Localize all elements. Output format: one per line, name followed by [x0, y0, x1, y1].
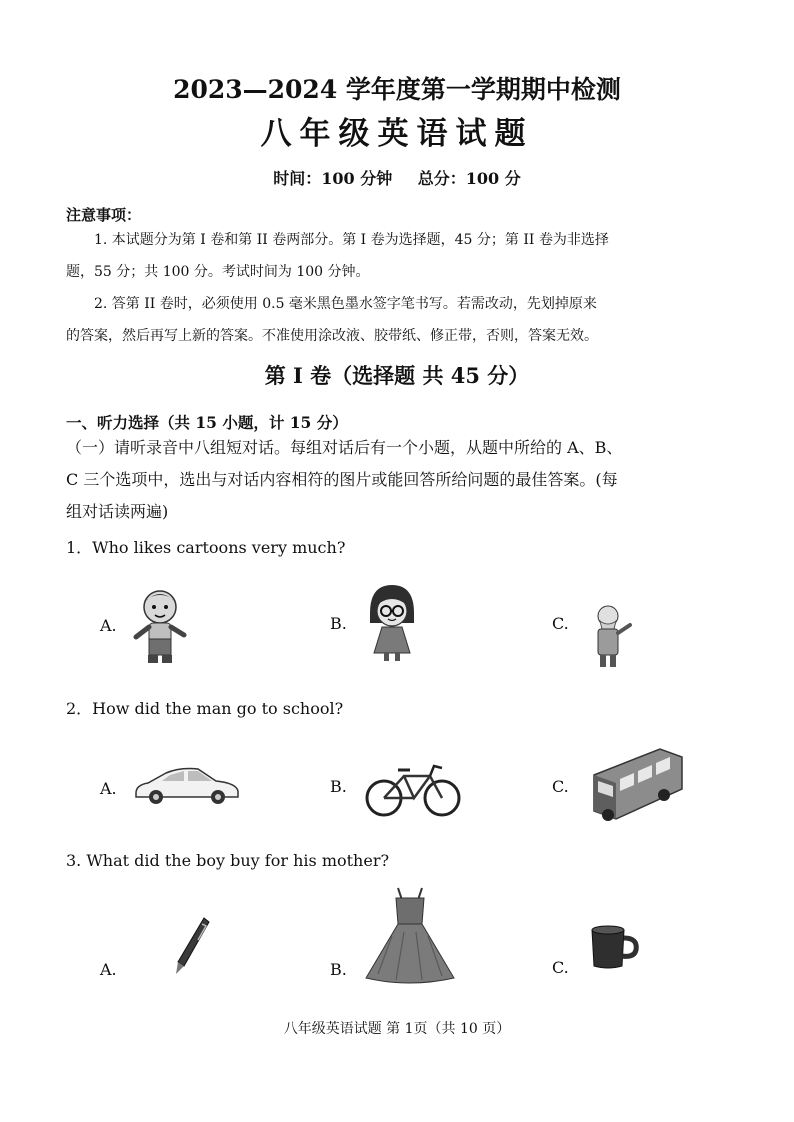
time-label: 时间：100 分钟 — [273, 169, 393, 188]
notice-item-2-line1: 2. 答第 II 卷时，必须使用 0.5 毫米黑色墨水签字笔书写。若需改动，先划掉原来 — [94, 296, 597, 312]
q2-option-a-label[interactable]: A. — [100, 779, 117, 798]
old-man-icon — [588, 603, 640, 669]
exam-time-score — [0, 166, 794, 189]
bus-icon — [586, 745, 686, 827]
q3-option-c-label[interactable]: C. — [552, 958, 569, 977]
pen-icon — [172, 914, 212, 976]
boy-icon — [130, 585, 190, 667]
car-icon — [132, 765, 242, 807]
instructions-line3: 组对话读两遍) — [66, 502, 169, 521]
q1-option-a-label[interactable]: A. — [100, 616, 117, 635]
dress-icon — [362, 886, 458, 986]
q3-option-a-label[interactable]: A. — [100, 960, 117, 979]
instructions-line2: C 三个选项中，选出与对话内容相符的图片或能回答所给问题的最佳答案。(每 — [66, 470, 618, 489]
q1-option-c-label[interactable]: C. — [552, 614, 569, 633]
notice-item-2 — [66, 288, 706, 352]
exam-title-line1: 2023—2024 学年度第一学期期中检测 — [173, 75, 621, 104]
question-2: 2．How did the man go to school? — [66, 699, 344, 718]
part-title: 一、听力选择（共 15 小题，计 15 分） — [66, 413, 348, 432]
page-footer: 八年级英语试题 第 1页（共 10 页） — [283, 1021, 511, 1037]
girl-with-glasses-icon — [362, 583, 422, 665]
notice-heading: 注意事项： — [66, 206, 142, 224]
question-3: 3. What did the boy buy for his mother? — [66, 851, 390, 870]
bicycle-icon — [364, 762, 462, 818]
notice-item-1-line1: 1. 本试题分为第 I 卷和第 II 卷两部分。第 I 卷为选择题，45 分；第 II 卷为非选择 — [94, 232, 609, 248]
notice-item-2-line2: 的答案，然后再写上新的答案。不准使用涂改液、胶带纸、修正带，否则，答案无效。 — [66, 328, 598, 344]
section-title: 第 I 卷（选择题 共 45 分） — [264, 363, 530, 388]
notice-item-1-line2: 题，55 分；共 100 分。考试时间为 100 分钟。 — [66, 264, 370, 280]
q2-option-c-label[interactable]: C. — [552, 777, 569, 796]
listening-instructions — [66, 432, 716, 528]
q1-option-b-label[interactable]: B. — [330, 614, 347, 633]
question-1: 1．Who likes cartoons very much? — [66, 538, 346, 557]
q2-option-b-label[interactable]: B. — [330, 777, 347, 796]
cup-icon — [586, 924, 640, 972]
exam-title-line2: 八年级英语试题 — [260, 116, 534, 152]
q3-option-b-label[interactable]: B. — [330, 960, 347, 979]
score-label: 总分：100 分 — [417, 169, 521, 188]
instructions-line1: （一）请听录音中八组短对话。每组对话后有一个小题，从题中所给的 A、B、 — [66, 438, 623, 457]
notice-item-1 — [66, 224, 706, 288]
